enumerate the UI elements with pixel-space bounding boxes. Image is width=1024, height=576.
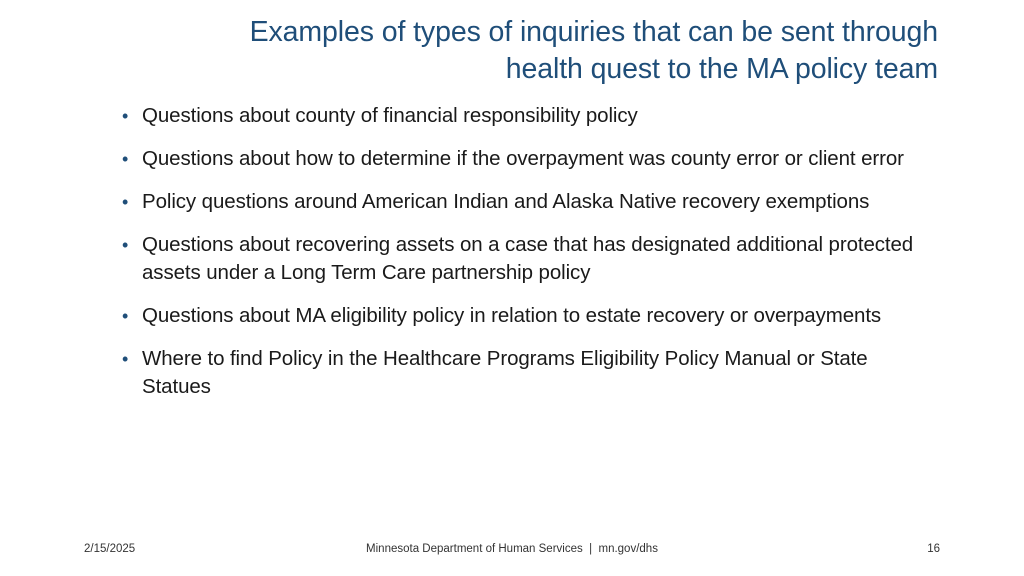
bullet-item bbox=[122, 188, 932, 216]
bullet-text: Where to find Policy in the Healthcare Programs Eligibility Policy Manual or State Statues bbox=[142, 347, 868, 398]
bullet-text: Questions about how to determine if the overpayment was county error or client error bbox=[142, 147, 904, 170]
bullet-dot-icon: • bbox=[122, 149, 129, 169]
bullet-item bbox=[122, 345, 932, 401]
slide-title-line-2: health quest to the MA policy team bbox=[505, 53, 938, 85]
bullet-dot-icon: • bbox=[122, 235, 129, 255]
footer-page-number: 16 bbox=[927, 543, 940, 555]
bullet-dot-icon: • bbox=[122, 192, 129, 212]
bullet-text: Questions about recovering assets on a case that has designated additional protected assets under a Long Term Care partnership policy bbox=[142, 233, 914, 284]
footer-organization: Minnesota Department of Human Services | mn.gov/dhs bbox=[366, 543, 658, 555]
bullet-dot-icon: • bbox=[122, 106, 129, 126]
bullet-dot-icon: • bbox=[122, 306, 129, 326]
bullet-text: Questions about MA eligibility policy in relation to estate recovery or overpayments bbox=[142, 304, 882, 327]
bullet-text: Questions about county of financial responsibility policy bbox=[142, 104, 638, 127]
footer-date: 2/15/2025 bbox=[84, 543, 136, 555]
bullet-list bbox=[122, 102, 932, 416]
bullet-item bbox=[122, 231, 932, 287]
bullet-item bbox=[122, 102, 932, 130]
slide-title-line-1: Examples of types of inquiries that can be sent through bbox=[249, 16, 938, 48]
bullet-item bbox=[122, 145, 932, 173]
slide-title bbox=[150, 14, 938, 88]
bullet-item bbox=[122, 302, 932, 330]
bullet-text: Policy questions around American Indian and Alaska Native recovery exemptions bbox=[142, 190, 870, 213]
bullet-dot-icon: • bbox=[122, 349, 129, 369]
